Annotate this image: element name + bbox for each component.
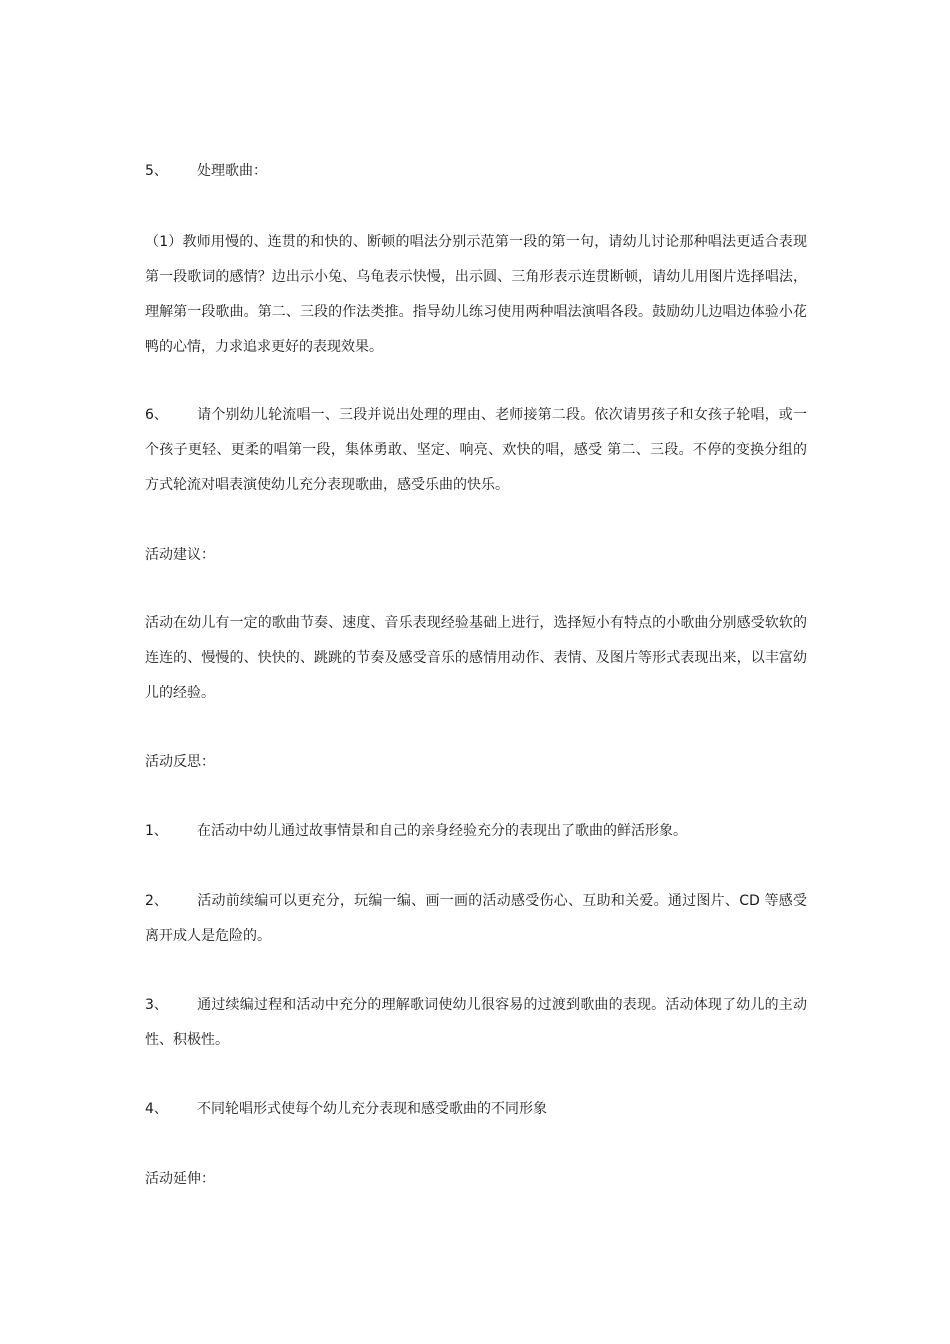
heading-activity-suggestion: 活动建议：	[145, 547, 215, 563]
item-text: 活动前续编可以更充分，玩编一编、画一画的活动感受伤心、互助和关爱。通过图片、CD 等感受离开成人是危险的。	[145, 893, 807, 944]
item-number: 5、	[145, 163, 168, 179]
item-6	[145, 398, 807, 503]
reflection-item-1	[145, 814, 807, 849]
paragraph-activity-suggestion: 活动在幼儿有一定的歌曲节奏、速度、音乐表现经验基础上进行，选择短小有特点的小歌曲分别感受软软的连连的、慢慢的、快快的、跳跳的节奏及感受音乐的感情用动作、表情、及图片等形式表现出来，以丰富幼儿的经验。	[145, 615, 807, 701]
reflection-item-3	[145, 988, 807, 1058]
paragraph-process-song: （1）教师用慢的、连贯的和快的、断顿的唱法分别示范第一段的第一句，请幼儿讨论那种唱法更适合表现第一段歌词的感情？边出示小兔、乌龟表示快慢，出示圆、三角形表示连贯断顿，请幼儿用图片选择唱法，理解第一段歌曲。第二、三段的作法类推。指导幼儿练习使用两种唱法演唱各段。鼓励幼儿边唱边体验小花鸭的心情，力求追求更好的表现效果。	[145, 234, 807, 355]
item-text: 通过续编过程和活动中充分的理解歌词使幼儿很容易的过渡到歌曲的表现。活动体现了幼儿的主动性、积极性。	[145, 997, 807, 1048]
heading-activity-reflection: 活动反思：	[145, 754, 215, 770]
item-text: 请个别幼儿轮流唱一、三段并说出处理的理由、老师接第二段。依次请男孩子和女孩子轮唱，或一个孩子更轻、更柔的唱第一段，集体勇敢、坚定、响亮、欢快的唱，感受 第二、三段。不停的变换分组的方式轮流对唱表演使幼儿充分表现歌曲，感受乐曲的快乐。	[145, 407, 807, 493]
item-text: 在活动中幼儿通过故事情景和自己的亲身经验充分的表现出了歌曲的鲜活形象。	[197, 823, 687, 839]
reflection-item-2	[145, 884, 807, 954]
item-text: 处理歌曲：	[197, 163, 267, 179]
item-number: 6、	[145, 407, 168, 423]
item-number: 2、	[145, 893, 168, 909]
item-5	[145, 154, 807, 189]
heading-activity-extension: 活动延伸：	[145, 1171, 215, 1187]
reflection-item-4	[145, 1092, 807, 1127]
item-number: 1、	[145, 823, 168, 839]
item-number: 3、	[145, 997, 168, 1013]
item-number: 4、	[145, 1101, 168, 1117]
item-text: 不同轮唱形式使每个幼儿充分表现和感受歌曲的不同形象	[197, 1101, 547, 1117]
